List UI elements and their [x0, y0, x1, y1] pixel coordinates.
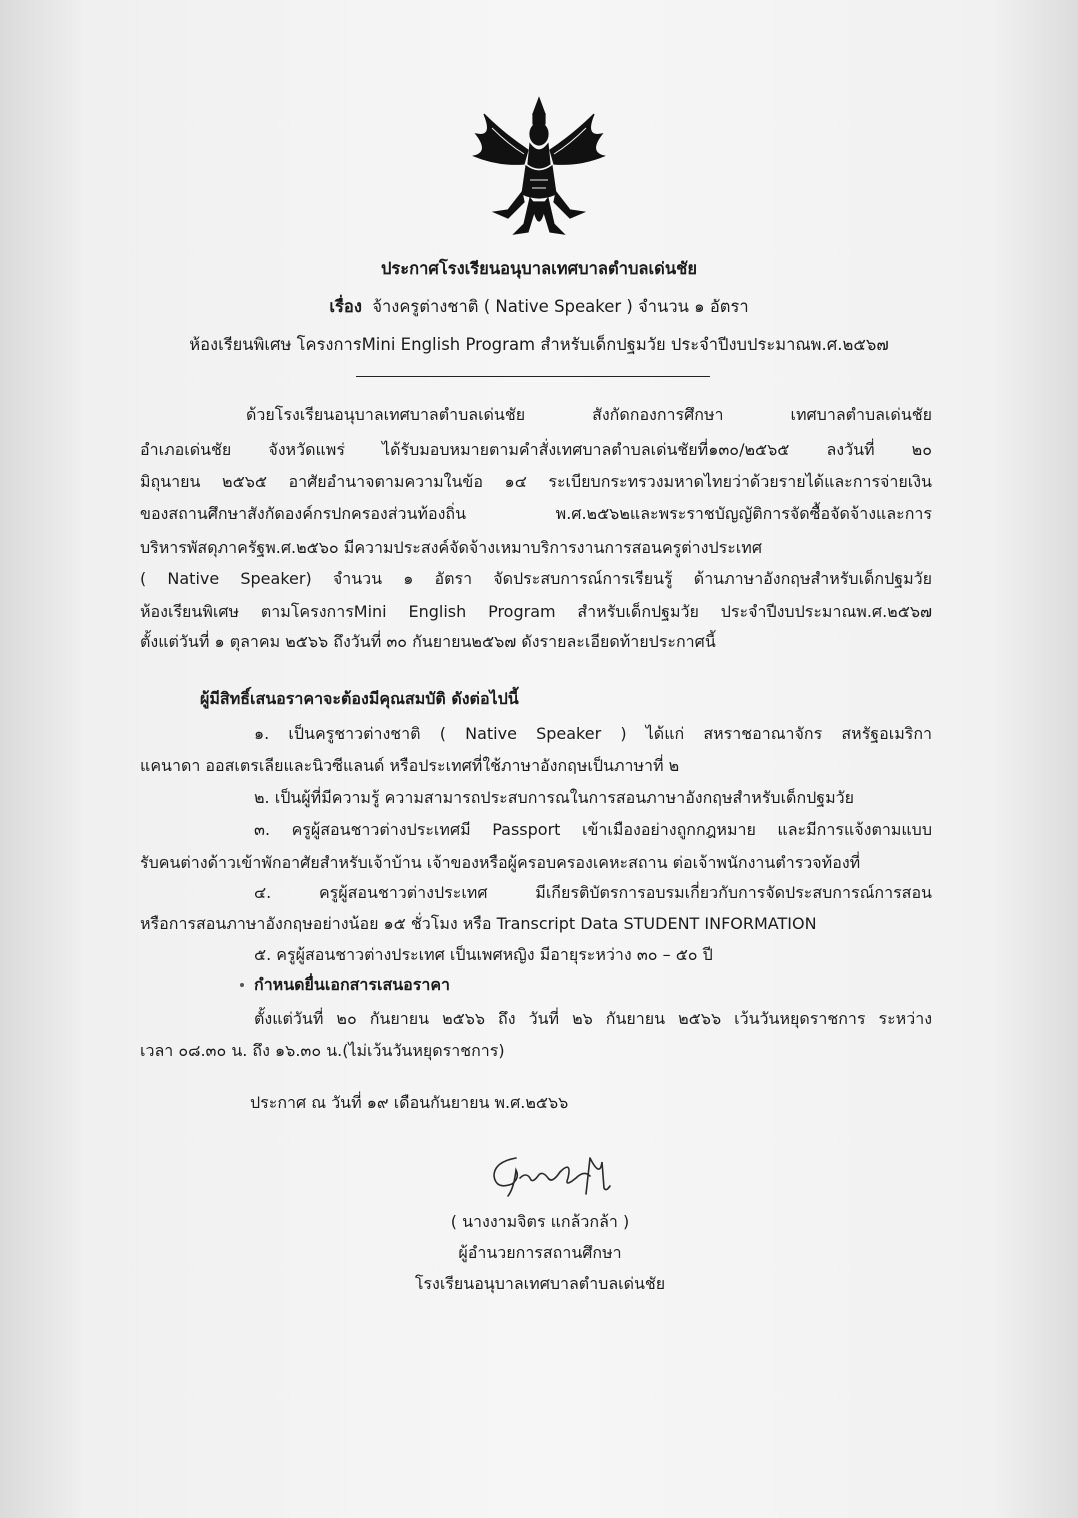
paragraph-line: ( Native Speaker) จำนวน ๑ อัตรา จัดประสบการณ์การเรียนรู้ ด้านภาษาอังกฤษสำหรับเด็กปฐมวัย	[140, 569, 932, 588]
announcement-date: ประกาศ ณ วันที่ ๑๙ เดือนกันยายน พ.ศ.๒๕๖๖	[250, 1093, 569, 1112]
garuda-emblem-icon	[464, 94, 614, 242]
paragraph-line: อำเภอเด่นชัย จังหวัดแพร่ ได้รับมอบหมายตามคำสั่งเทศบาลตำบลเด่นชัยที่๑๓๐/๒๕๖๕ ลงวันที่ ๒๐	[140, 440, 932, 459]
paragraph-line: ของสถานศึกษาสังกัดองค์กรปกครองส่วนท้องถิ่น พ.ศ.๒๕๖๒และพระราชบัญญัติการจัดซื้อจัดจ้างและการ	[140, 504, 932, 523]
qualification-item: แคนาดา ออสเตรเลียและนิวซีแลนด์ หรือประเทศที่ใช้ภาษาอังกฤษเป็นภาษาที่ ๒	[140, 756, 680, 775]
paragraph-line: บริหารพัสดุภาครัฐพ.ศ.๒๕๖๐ มีความประสงค์จัดจ้างเหมาบริการงานการสอนครูต่างประเทศ	[140, 538, 762, 557]
signer-school: โรงเรียนอนุบาลเทศบาลตำบลเด่นชัย	[414, 1274, 666, 1293]
bullet-icon	[240, 983, 244, 987]
paragraph-line: ห้องเรียนพิเศษ ตามโครงการMini English Program สำหรับเด็กปฐมวัย ประจำปีงบประมาณพ.ศ.๒๕๖๗	[140, 602, 932, 621]
qualifications-heading: ผู้มีสิทธิ์เสนอราคาจะต้องมีคุณสมบัติ ดังต่อไปนี้	[200, 689, 519, 708]
paragraph-line: ด้วยโรงเรียนอนุบาลเทศบาลตำบลเด่นชัย สังกัดกองการศึกษา เทศบาลตำบลเด่นชัย	[246, 405, 932, 424]
qualification-item: ๓. ครูผู้สอนชาวต่างประเทศมี Passport เข้าเมืองอย่างถูกกฎหมาย และมีการแจ้งตามแบบ	[254, 820, 932, 839]
subject-text: จ้างครูต่างชาติ ( Native Speaker ) จำนวน ๑ อัตรา	[372, 297, 749, 316]
deadline-line: ตั้งแต่วันที่ ๒๐ กันยายน ๒๕๖๖ ถึง วันที่ ๒๖ กันยายน ๒๕๖๖ เว้นวันหยุดราชการ ระหว่าง	[254, 1009, 932, 1028]
announcement-title: ประกาศโรงเรียนอนุบาลเทศบาลตำบลเด่นชัย	[380, 259, 698, 278]
signature-icon	[486, 1148, 626, 1198]
signer-position: ผู้อำนวยการสถานศึกษา	[458, 1243, 622, 1262]
qualification-item: ๔. ครูผู้สอนชาวต่างประเทศ มีเกียรติบัตรการอบรมเกี่ยวกับการจัดประสบการณ์การสอน	[254, 883, 932, 902]
deadline-heading: กำหนดยื่นเอกสารเสนอราคา	[254, 975, 451, 994]
qualification-item: รับคนต่างด้าวเข้าพักอาศัยสำหรับเจ้าบ้าน เจ้าของหรือผู้ครอบครองเคหะสถาน ต่อเจ้าพนักงานตำรวจท้องที่	[140, 853, 861, 872]
qualification-item: หรือการสอนภาษาอังกฤษอย่างน้อย ๑๕ ชั่วโมง หรือ Transcript Data STUDENT INFORMATION	[140, 914, 817, 933]
signer-name: ( นางงามจิตร แกล้วกล้า )	[450, 1212, 630, 1231]
subject-label: เรื่อง	[329, 297, 362, 316]
deadline-line: เวลา ๐๘.๓๐ น. ถึง ๑๖.๓๐ น.(ไม่เว้นวันหยุดราชการ)	[140, 1041, 505, 1060]
paragraph-line: มิถุนายน ๒๕๖๕ อาศัยอำนาจตามความในข้อ ๑๔ ระเบียบกระทรวงมหาดไทยว่าด้วยรายได้และการจ่ายเงิน	[140, 472, 932, 491]
announcement-program: ห้องเรียนพิเศษ โครงการMini English Program สำหรับเด็กปฐมวัย ประจำปีงบประมาณพ.ศ.๒๕๖๗	[189, 335, 889, 354]
qualification-item: ๒. เป็นผู้ที่มีความรู้ ความสามารถประสบการณในการสอนภาษาอังกฤษสำหรับเด็กปฐมวัย	[254, 788, 855, 807]
header-divider	[356, 376, 710, 377]
qualification-item: ๑. เป็นครูชาวต่างชาติ ( Native Speaker ) ได้แก่ สหราชอาณาจักร สหรัฐอเมริกา	[254, 724, 932, 743]
paragraph-line: ตั้งแต่วันที่ ๑ ตุลาคม ๒๕๖๖ ถึงวันที่ ๓๐ กันยายน๒๕๖๗ ดังรายละเอียดท้ายประกาศนี้	[140, 632, 716, 651]
qualification-item: ๕. ครูผู้สอนชาวต่างประเทศ เป็นเพศหญิง มีอายุระหว่าง ๓๐ – ๕๐ ปี	[254, 945, 713, 964]
announcement-subject	[100, 294, 978, 320]
